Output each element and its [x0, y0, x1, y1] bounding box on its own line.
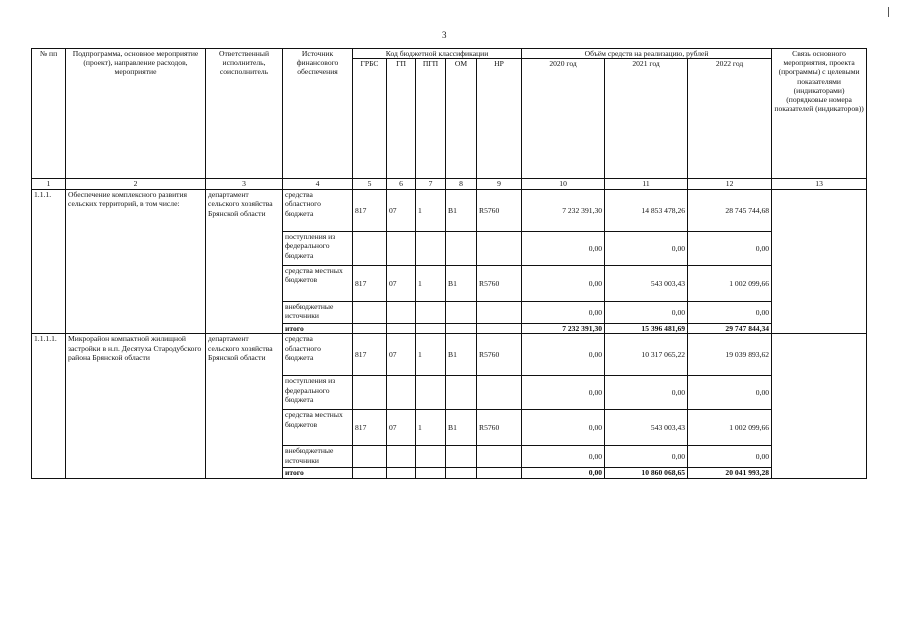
total-2020: 7 232 391,30	[522, 324, 605, 334]
amount-2020: 0,00	[522, 302, 605, 324]
amount-2020: 0,00	[522, 266, 605, 302]
code-pgp	[416, 302, 446, 324]
amount-2021: 543 003,43	[605, 410, 688, 446]
code-om	[446, 376, 477, 410]
header-link: Связь основного мероприятия, проекта (программы) с целевыми показателями (индикаторами) (порядковые номера показателей (индикаторов))	[772, 49, 867, 179]
col-number: 13	[772, 179, 867, 190]
col-number: 4	[283, 179, 353, 190]
amount-2021: 0,00	[605, 376, 688, 410]
col-number: 3	[206, 179, 283, 190]
header-2022: 2022 год	[688, 59, 772, 179]
header-gp: ГП	[387, 59, 416, 179]
header-program: Подпрограмма, основное мероприятие (проект), направление расходов, мероприятие	[66, 49, 206, 179]
funding-source: поступления из федерального бюджета	[283, 232, 353, 266]
funding-source: средства местных бюджетов	[283, 410, 353, 446]
empty-cell	[353, 324, 387, 334]
funding-source: внебюджетные источники	[283, 302, 353, 324]
empty-cell	[477, 468, 522, 478]
item-program: Микрорайон компактной жилищной застройки в н.п. Десятуха Стародубского района Брянской области	[66, 334, 206, 478]
code-pgp	[416, 232, 446, 266]
code-om	[446, 302, 477, 324]
code-pgp: 1	[416, 334, 446, 376]
header-bcc-group: Код бюджетной классификации	[353, 49, 522, 59]
amount-2021: 543 003,43	[605, 266, 688, 302]
funding-source: внебюджетные источники	[283, 446, 353, 468]
code-pgp	[416, 446, 446, 468]
code-gp	[387, 376, 416, 410]
column-number-row	[32, 179, 867, 190]
indicator-link	[772, 334, 867, 478]
header-num: № пп	[32, 49, 66, 179]
total-2021: 15 396 481,69	[605, 324, 688, 334]
amount-2020: 0,00	[522, 376, 605, 410]
empty-cell	[446, 324, 477, 334]
code-gp: 07	[387, 266, 416, 302]
amount-2020: 0,00	[522, 446, 605, 468]
total-2022: 20 041 993,28	[688, 468, 772, 478]
amount-2022: 1 002 099,66	[688, 410, 772, 446]
header-2021: 2021 год	[605, 59, 688, 179]
code-grbs	[353, 376, 387, 410]
code-gp: 07	[387, 410, 416, 446]
col-number: 8	[446, 179, 477, 190]
code-om: В1	[446, 334, 477, 376]
code-om: В1	[446, 410, 477, 446]
empty-cell	[416, 324, 446, 334]
total-2021: 10 860 068,65	[605, 468, 688, 478]
amount-2022: 28 745 744,68	[688, 190, 772, 232]
amount-2022: 0,00	[688, 376, 772, 410]
code-grbs: 817	[353, 410, 387, 446]
code-om: В1	[446, 190, 477, 232]
code-np	[477, 232, 522, 266]
empty-cell	[477, 324, 522, 334]
total-2020: 0,00	[522, 468, 605, 478]
code-gp	[387, 232, 416, 266]
col-number: 1	[32, 179, 66, 190]
scan-edge-mark	[888, 7, 889, 17]
amount-2021: 0,00	[605, 232, 688, 266]
funding-source: поступления из федерального бюджета	[283, 376, 353, 410]
code-grbs	[353, 302, 387, 324]
header-row-1	[32, 49, 867, 59]
header-volume-group: Объём средств на реализацию, рублей	[522, 49, 772, 59]
col-number: 12	[688, 179, 772, 190]
amount-2021: 0,00	[605, 446, 688, 468]
code-np	[477, 446, 522, 468]
indicator-link	[772, 190, 867, 334]
col-number: 5	[353, 179, 387, 190]
code-gp: 07	[387, 190, 416, 232]
header-source: Источник финансового обеспечения	[283, 49, 353, 179]
amount-2020: 0,00	[522, 410, 605, 446]
code-grbs: 817	[353, 190, 387, 232]
item-number: 1.1.1.	[32, 190, 66, 334]
empty-cell	[387, 324, 416, 334]
item-number: 1.1.1.1.	[32, 334, 66, 478]
code-np: R5760	[477, 410, 522, 446]
item-executor: департамент сельского хозяйства Брянской области	[206, 190, 283, 334]
code-pgp: 1	[416, 266, 446, 302]
code-pgp: 1	[416, 410, 446, 446]
total-label: итого	[283, 468, 353, 478]
col-number: 9	[477, 179, 522, 190]
code-np: R5760	[477, 266, 522, 302]
col-number: 11	[605, 179, 688, 190]
funding-source: средства областного бюджета	[283, 334, 353, 376]
header-2020: 2020 год	[522, 59, 605, 179]
col-number: 6	[387, 179, 416, 190]
empty-cell	[353, 468, 387, 478]
code-gp: 07	[387, 334, 416, 376]
amount-2022: 19 039 893,62	[688, 334, 772, 376]
code-gp	[387, 446, 416, 468]
amount-2021: 14 853 478,26	[605, 190, 688, 232]
item-program: Обеспечение комплексного развития сельских территорий, в том числе:	[66, 190, 206, 334]
table-row	[32, 190, 867, 232]
code-np	[477, 302, 522, 324]
col-number: 10	[522, 179, 605, 190]
code-np: R5760	[477, 190, 522, 232]
code-grbs	[353, 232, 387, 266]
amount-2021: 0,00	[605, 302, 688, 324]
table-row	[32, 334, 867, 376]
code-pgp: 1	[416, 190, 446, 232]
budget-table	[31, 48, 867, 479]
item-executor: департамент сельского хозяйства Брянской области	[206, 334, 283, 478]
funding-source: средства областного бюджета	[283, 190, 353, 232]
amount-2020: 0,00	[522, 334, 605, 376]
amount-2022: 0,00	[688, 232, 772, 266]
code-np: R5760	[477, 334, 522, 376]
empty-cell	[446, 468, 477, 478]
amount-2020: 0,00	[522, 232, 605, 266]
amount-2020: 7 232 391,30	[522, 190, 605, 232]
total-label: итого	[283, 324, 353, 334]
header-grbs: ГРБС	[353, 59, 387, 179]
header-pgp: ПГП	[416, 59, 446, 179]
code-gp	[387, 302, 416, 324]
header-executor: Ответственный исполнитель, соисполнитель	[206, 49, 283, 179]
amount-2021: 10 317 065,22	[605, 334, 688, 376]
code-np	[477, 376, 522, 410]
code-om	[446, 446, 477, 468]
col-number: 2	[66, 179, 206, 190]
code-om: В1	[446, 266, 477, 302]
total-2022: 29 747 844,34	[688, 324, 772, 334]
code-om	[446, 232, 477, 266]
code-grbs: 817	[353, 334, 387, 376]
empty-cell	[416, 468, 446, 478]
page-number: 3	[442, 30, 447, 40]
col-number: 7	[416, 179, 446, 190]
amount-2022: 1 002 099,66	[688, 266, 772, 302]
empty-cell	[387, 468, 416, 478]
funding-source: средства местных бюджетов	[283, 266, 353, 302]
code-grbs: 817	[353, 266, 387, 302]
header-om: ОМ	[446, 59, 477, 179]
amount-2022: 0,00	[688, 446, 772, 468]
amount-2022: 0,00	[688, 302, 772, 324]
code-grbs	[353, 446, 387, 468]
code-pgp	[416, 376, 446, 410]
header-np: НР	[477, 59, 522, 179]
